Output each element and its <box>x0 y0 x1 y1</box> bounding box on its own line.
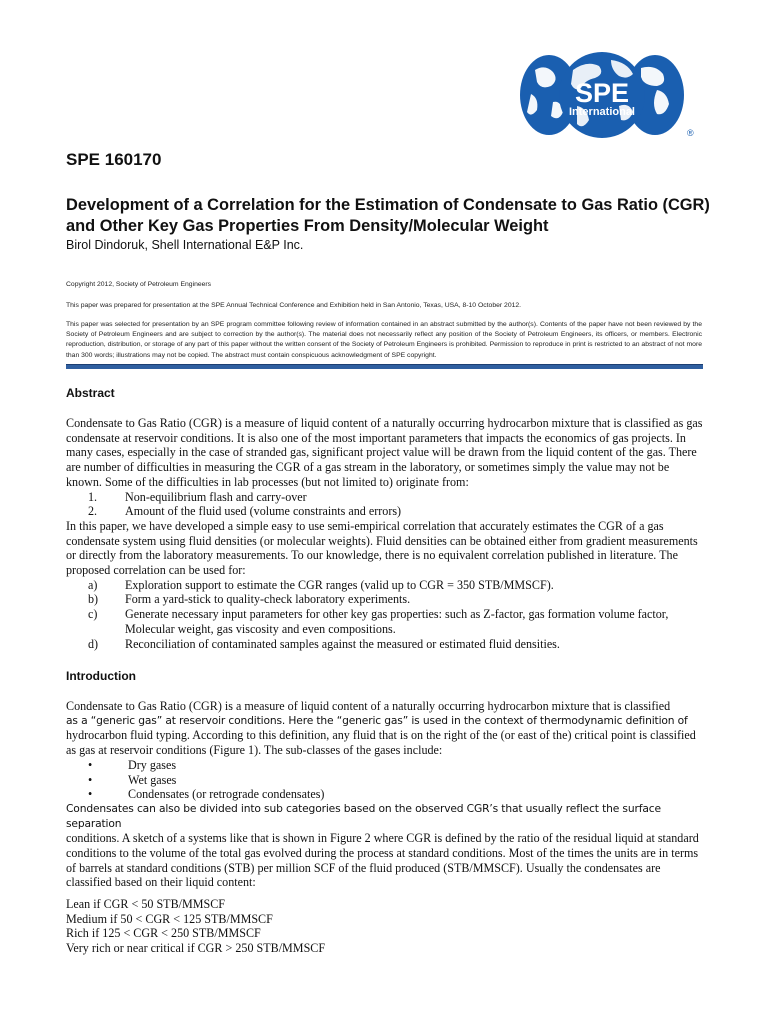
list-item-text: Non-equilibrium flash and carry-over <box>125 489 307 504</box>
list-marker: a) <box>88 577 98 592</box>
logo-registered-mark: ® <box>687 128 694 138</box>
introduction-heading: Introduction <box>66 669 136 683</box>
list-marker: 2. <box>88 504 98 519</box>
bullet-text: Condensates (or retrograde condensates) <box>128 787 325 802</box>
presentation-notice: This paper was prepared for presentation at the SPE Annual Technical Conference and Exhibition held in San Antonio, Texas, USA, 8-10 October 2012. <box>66 302 522 309</box>
intro-line-4: Condensates can also be divided into sub categories based on the observed CGR’s that usually reflect the surface separation <box>66 801 661 830</box>
list-item-text: Exploration support to estimate the CGR ranges (valid up to CGR = 350 STB/MMSCF). <box>125 577 554 592</box>
abstract-lettered-item <box>66 607 706 636</box>
copyright-notice: Copyright 2012, Society of Petroleum Engineers <box>66 281 212 288</box>
list-item-text: Amount of the fluid used (volume constraints and errors) <box>125 504 402 519</box>
list-item-text: Form a yard-stick to quality-check laboratory experiments. <box>125 592 411 607</box>
intro-line-5: conditions. A sketch of a systems like that is shown in Figure 2 where CGR is defined by the ratio of the residual liquid at standard conditions to the volume of the total gas evolved during the process at standard conditions. Most of the times the units are in terms of barrels at standard conditions (STB) per million SCF of the fluid produced (STB/MMSCF). Usually the condensates are classified based on their liquid content: <box>66 831 699 890</box>
author-line: Birol Dindoruk, Shell International E&P Inc. <box>66 238 304 252</box>
logo-sub-text: International <box>568 106 636 118</box>
gas-type-bullet <box>66 758 706 773</box>
abstract-heading: Abstract <box>66 386 115 400</box>
paper-number: SPE 160170 <box>66 150 162 169</box>
intro-line-2: as a “generic gas” at reservoir conditions. Here the “generic gas” is used in the context of thermodynamic definition of <box>66 713 688 727</box>
abstract-body <box>66 416 706 651</box>
list-marker: d) <box>88 636 99 651</box>
intro-line-3: hydrocarbon fluid typing. According to this definition, any fluid that is on the right of the (or east of the) critical point is classified as gas at reservoir conditions (Figure 1). The sub-classes of the gases include: <box>66 728 696 758</box>
paper-title: Development of a Correlation for the Estimation of Condensate to Gas Ratio (CGR) and Other Key Gas Properties From Density/Molecular Weight <box>66 196 710 235</box>
gas-type-bullet <box>66 773 706 788</box>
bullet-marker: • <box>88 772 93 787</box>
cgr-class-medium: Medium if 50 < CGR < 125 STB/MMSCF <box>66 911 273 926</box>
bullet-marker: • <box>88 757 93 772</box>
bullet-text: Dry gases <box>128 757 177 772</box>
list-marker: b) <box>88 592 99 607</box>
intro-line-1: Condensate to Gas Ratio (CGR) is a measure of liquid content of a naturally occurring hydrocarbon mixture that is classified <box>66 699 671 713</box>
abstract-lettered-item <box>66 578 706 593</box>
cgr-class-very-rich: Very rich or near critical if CGR > 250 STB/MMSCF <box>66 941 326 956</box>
spe-international-logo <box>507 50 697 140</box>
abstract-paragraph-1: Condensate to Gas Ratio (CGR) is a measure of liquid content of a naturally occurring hydrocarbon mixture that is classified as gas condensate at reservoir conditions. It is also one of the most important parameters that impacts the economics of gas projects. In many cases, especially in the case of stranded gas, significant project value will be drawn from the liquid content of the gas. There are number of difficulties in measuring the CGR of a gas stream in the laboratory, or sometimes simply the value may not be known. Some of the difficulties in lab processes (but not limited to) originate from: <box>66 416 703 489</box>
abstract-numbered-item <box>66 504 706 519</box>
cgr-classification-list <box>66 897 706 956</box>
abstract-paragraph-2: In this paper, we have developed a simple easy to use semi-empirical correlation that accurately estimates the CGR of a gas condensate system using fluid densities (or molecular weights). Fluid densities can be obtained either from gradient measurements or directly from the laboratory measurements. To our knowledge, there is no equivalent correlation published in literature. The proposed correlation can be used for: <box>66 518 698 578</box>
cgr-class-lean: Lean if CGR < 50 STB/MMSCF <box>66 897 226 911</box>
bullet-text: Wet gases <box>128 772 177 787</box>
abstract-lettered-item <box>66 592 706 607</box>
list-marker: c) <box>88 607 98 622</box>
abstract-numbered-item <box>66 490 706 505</box>
gas-type-bullet <box>66 787 706 802</box>
introduction-body <box>66 699 706 890</box>
bullet-marker: • <box>88 787 93 802</box>
list-item-text: Generate necessary input parameters for other key gas properties: such as Z-factor, gas formation volume factor, Molecular weight, gas viscosity and even compositions. <box>125 607 669 636</box>
list-marker: 1. <box>88 489 98 504</box>
header-divider <box>66 364 703 369</box>
list-item-text: Reconciliation of contaminated samples against the measured or estimated fluid densities. <box>125 636 560 651</box>
logo-main-text: SPE <box>574 78 630 108</box>
cgr-class-rich: Rich if 125 < CGR < 250 STB/MMSCF <box>66 926 261 941</box>
abstract-lettered-item <box>66 637 706 652</box>
selection-notice: This paper was selected for presentation by an SPE program committee following review of information contained in an abstract submitted by the author(s). Contents of the paper have not been reviewed by the Society of Petroleum Engineers and are subject to correction by the author(s). The material does not necessarily reflect any position of the Society of Petroleum Engineers, its officers, or members. Electronic reproduction, distribution, or storage of any part of this paper without the written consent of the Society of Petroleum Engineers is prohibited. Permission to reproduce in print is restricted to an abstract of not more than 300 words; illustrations may not be copied. The abstract must contain conspicuous acknowledgment of SPE copyright. <box>66 321 702 359</box>
